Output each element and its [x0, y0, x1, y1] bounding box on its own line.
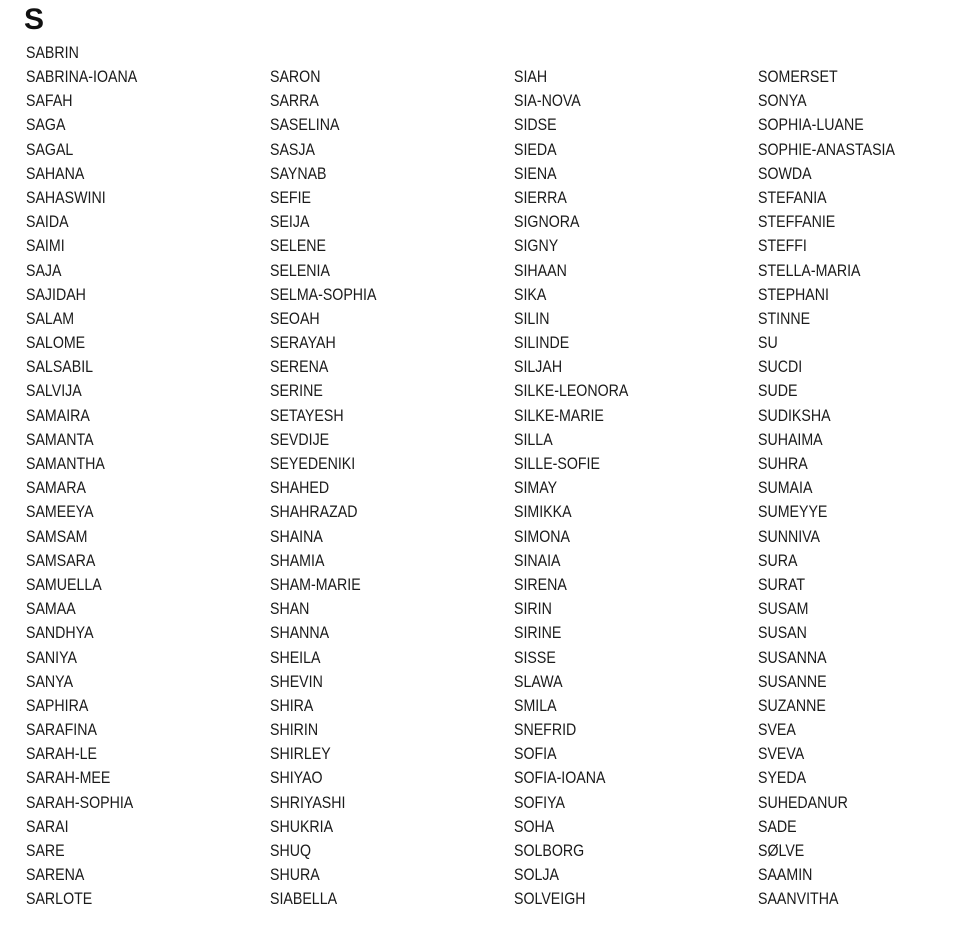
- name-entry: SAMSAM: [26, 527, 88, 546]
- name-entry: SIHAAN: [514, 261, 567, 280]
- name-entry: SABRIN: [26, 44, 79, 62]
- name-entry: SARAH-SOPHIA: [26, 793, 134, 812]
- name-entry: SAMUELLA: [26, 575, 102, 594]
- name-entry: SAFAH: [26, 92, 73, 111]
- name-entry: SOMERSET: [758, 68, 838, 86]
- name-entry: SAMANTHA: [26, 455, 105, 473]
- name-entry: SHIRLEY: [270, 745, 331, 764]
- name-entry: SIGNORA: [514, 213, 580, 232]
- name-entry: SHANNA: [270, 624, 330, 643]
- name-entry: SAMARA: [26, 479, 86, 498]
- name-entry: SOLBORG: [514, 842, 585, 860]
- name-entry: SHIRIN: [270, 721, 319, 740]
- name-entry: SAMANTA: [26, 430, 94, 449]
- name-entry: SOHA: [514, 817, 555, 836]
- name-entry: SHUQ: [270, 842, 311, 860]
- name-entry: SIMAY: [514, 479, 558, 498]
- name-entry: SUSAM: [758, 600, 809, 619]
- name-entry: SUSANNA: [758, 648, 827, 667]
- name-entry: SETAYESH: [270, 406, 344, 425]
- name-entry: SILIN: [514, 309, 550, 328]
- name-entry: SOFIA: [514, 745, 557, 764]
- name-entry: SUZANNE: [758, 696, 826, 715]
- name-entry: SELMA-SOPHIA: [270, 285, 377, 304]
- name-entry: SUHEDANUR: [758, 793, 848, 812]
- name-entry: SARE: [26, 842, 65, 860]
- name-entry: SANYA: [26, 672, 74, 691]
- name-entry: SAJIDAH: [26, 285, 86, 304]
- name-entry: SISSE: [514, 648, 556, 667]
- name-entry: SHAN: [270, 600, 310, 619]
- name-entry: SHUKRIA: [270, 817, 334, 836]
- name-entry: SHEVIN: [270, 672, 323, 691]
- name-column-2: [270, 65, 394, 912]
- name-entry: SURAT: [758, 575, 806, 594]
- name-entry: SLAWA: [514, 672, 563, 691]
- name-entry: STINNE: [758, 309, 811, 328]
- name-entry: SELENIA: [270, 261, 330, 280]
- name-entry: SUHRA: [758, 455, 808, 473]
- name-entry: SAMAIRA: [26, 406, 90, 425]
- name-entry: SAIMI: [26, 237, 65, 256]
- name-entry: SNEFRID: [514, 721, 577, 740]
- name-entry: SHIYAO: [270, 769, 323, 788]
- name-entry: SUSAN: [758, 624, 807, 643]
- name-entry: SALVIJA: [26, 382, 82, 401]
- name-entry: SAPHIRA: [26, 696, 89, 715]
- name-entry: SERAYAH: [270, 334, 336, 353]
- name-entry: SIMONA: [514, 527, 570, 546]
- name-entry: SALOME: [26, 334, 86, 353]
- name-entry: SOWDA: [758, 164, 812, 183]
- name-entry: SIENA: [514, 164, 557, 183]
- name-entry: SIA-NOVA: [514, 92, 581, 111]
- name-entry: SUCDI: [758, 358, 803, 377]
- name-entry: SHIRA: [270, 696, 314, 715]
- section-letter-heading: S: [24, 3, 45, 36]
- name-entry: SHRIYASHI: [270, 793, 346, 812]
- name-entry: SAANVITHA: [758, 890, 839, 909]
- name-entry: SERENA: [270, 358, 329, 377]
- name-entry: SOLJA: [514, 866, 559, 885]
- name-entry: SOPHIE-ANASTASIA: [758, 140, 895, 159]
- name-entry: SARLOTE: [26, 890, 93, 909]
- name-entry: SERINE: [270, 382, 323, 401]
- name-entry: SAAMIN: [758, 866, 813, 885]
- name-entry: SILKE-LEONORA: [514, 382, 629, 401]
- name-entry: SADE: [758, 817, 797, 836]
- name-entry: SINAIA: [514, 551, 561, 570]
- name-entry: SHEILA: [270, 648, 321, 667]
- name-entry: SOLVEIGH: [514, 890, 586, 909]
- name-entry: STEPHANI: [758, 285, 829, 304]
- name-entry: SIKA: [514, 285, 547, 304]
- name-entry: SUHAIMA: [758, 430, 823, 449]
- name-entry: SHAHED: [270, 479, 330, 498]
- name-entry: SARON: [270, 68, 321, 86]
- name-entry: SVEA: [758, 721, 796, 740]
- name-entry: SARAI: [26, 817, 69, 836]
- name-entry: STELLA-MARIA: [758, 261, 861, 280]
- name-entry: SEVDIJE: [270, 430, 330, 449]
- name-entry: SEFIE: [270, 188, 312, 207]
- name-entry: SAIDA: [26, 213, 69, 232]
- name-entry: SAMEEYA: [26, 503, 94, 522]
- name-entry: SIRIN: [514, 600, 552, 619]
- name-entry: SANIYA: [26, 648, 77, 667]
- name-entry: SU: [758, 334, 778, 353]
- name-entry: SARAFINA: [26, 721, 97, 740]
- name-entry: SARAH-LE: [26, 745, 97, 764]
- name-entry: SANDHYA: [26, 624, 94, 643]
- name-entry: SHAMIA: [270, 551, 325, 570]
- name-entry: SUNNIVA: [758, 527, 821, 546]
- name-entry: SHAHRAZAD: [270, 503, 358, 522]
- name-entry: SAGAL: [26, 140, 74, 159]
- name-entry: SIMIKKA: [514, 503, 572, 522]
- name-entry: SUDIKSHA: [758, 406, 831, 425]
- name-entry: SARAH-MEE: [26, 769, 111, 788]
- name-entry: SILJAH: [514, 358, 563, 377]
- name-entry: SUMEYYE: [758, 503, 828, 522]
- name-entry: STEFANIA: [758, 188, 827, 207]
- name-entry: SYEDA: [758, 769, 807, 788]
- name-entry: SAYNAB: [270, 164, 327, 183]
- name-entry: SAHASWINI: [26, 188, 106, 207]
- name-entry: SHAM-MARIE: [270, 575, 361, 594]
- name-entry: SUDE: [758, 382, 798, 401]
- name-entry: SILINDE: [514, 334, 570, 353]
- name-entry: SALAM: [26, 309, 75, 328]
- name-entry: SARRA: [270, 92, 319, 111]
- name-entry: SIDSE: [514, 116, 557, 135]
- name-column-1: [26, 65, 155, 912]
- name-entry: SUSANNE: [758, 672, 827, 691]
- name-entry: SIRENA: [514, 575, 567, 594]
- name-entry: SARENA: [26, 866, 85, 885]
- name-entry: SVEVA: [758, 745, 805, 764]
- name-entry: SOFIYA: [514, 793, 565, 812]
- name-entry: SASELINA: [270, 116, 340, 135]
- name-entry: SAMSARA: [26, 551, 96, 570]
- name-entry: SEYEDENIKI: [270, 455, 356, 473]
- name-entry: SAHANA: [26, 164, 85, 183]
- name-entry: SAGA: [26, 116, 66, 135]
- name-entry: SEIJA: [270, 213, 310, 232]
- name-column-3: [514, 65, 647, 912]
- name-entry: SILKE-MARIE: [514, 406, 604, 425]
- name-entry: SAMAA: [26, 600, 76, 619]
- name-entry: SURA: [758, 551, 798, 570]
- name-entry: SIGNY: [514, 237, 559, 256]
- name-entry: STEFFANIE: [758, 213, 836, 232]
- name-entry: SABRINA-IOANA: [26, 68, 138, 86]
- name-entry: SAJA: [26, 261, 62, 280]
- name-entry: SONYA: [758, 92, 807, 111]
- name-entry: SOFIA-IOANA: [514, 769, 606, 788]
- name-column-4: [758, 65, 917, 912]
- name-entry: SILLA: [514, 430, 553, 449]
- name-entry: SILLE-SOFIE: [514, 455, 600, 473]
- name-entry: SIRINE: [514, 624, 562, 643]
- name-entry: SEOAH: [270, 309, 320, 328]
- name-entry: SHAINA: [270, 527, 323, 546]
- name-entry: SIAH: [514, 68, 548, 86]
- name-entry: STEFFI: [758, 237, 807, 256]
- name-entry: SMILA: [514, 696, 557, 715]
- name-entry: SIERRA: [514, 188, 567, 207]
- name-entry: SUMAIA: [758, 479, 813, 498]
- name-entry: SIABELLA: [270, 890, 338, 909]
- name-entry: SALSABIL: [26, 358, 94, 377]
- name-entry: SOPHIA-LUANE: [758, 116, 864, 135]
- name-entry: SHURA: [270, 866, 320, 885]
- name-entry: SASJA: [270, 140, 315, 159]
- name-entry: SØLVE: [758, 842, 805, 860]
- name-entry: SIEDA: [514, 140, 557, 159]
- name-entry: SELENE: [270, 237, 327, 256]
